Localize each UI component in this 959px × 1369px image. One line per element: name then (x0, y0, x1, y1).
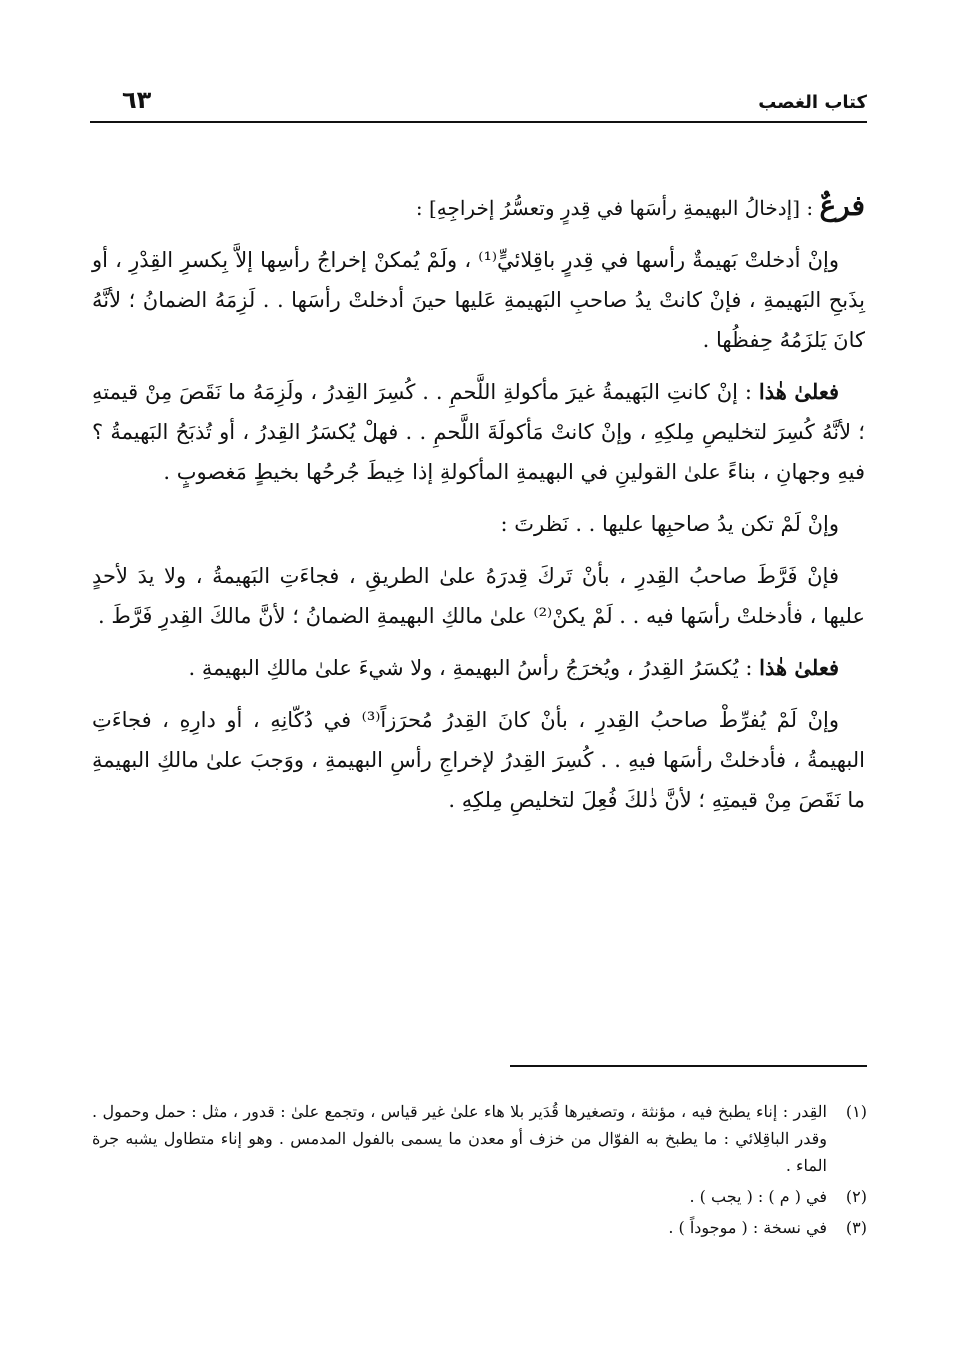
footnote (92, 1098, 867, 1179)
paragraph (92, 700, 865, 820)
footnote-text: في ( م ) : ( يجب ) . (689, 1187, 827, 1206)
header-rule (90, 121, 867, 123)
paragraph (92, 504, 865, 544)
section-heading (92, 186, 865, 228)
paragraph-text: وإنْ لَمْ يُفرِّطْ صاحبُ القِدرِ ، بأنْ كانَ القِدرُ مُحرَزاً⁽³⁾ في دُكّانِهِ ، أو دارِهِ ، فجاءَتِ البهيمةُ ، فأدخلتْ رأسَها فيهِ . . كُسِرَ القِدرُ لإخراجِ رأسِ البهيمةِ ، ووَجبَ علىٰ مالكِ البهيمةِ ما نَقَصَ مِنْ قيمتِهِ ؛ لأنَّ ذٰلكَ فُعِلَ لتخليصِ مِلكِهِ . (92, 708, 865, 812)
paragraph-lead: فعلىٰ هٰذا (758, 379, 839, 404)
paragraph (92, 240, 865, 360)
footnote-text: القِدر : إناء يطبخ فيه ، مؤنثة ، وتصغيرها قُدَير بلا هاء علىٰ غير قياس ، وتجمع علىٰ : قدور ، مثل : حمل وحمول . وقدر الباقِلائي : ما يطبخ به الفوّال من خزف أو معدن ما يسمى بالفول المدمس . وهو إناء متطاول يشبه جرة الماء . (92, 1102, 828, 1175)
paragraph-text: : يُكسَرُ القِدرُ ، ويُخرَجُ رأسُ البهيمةِ ، ولا شيءَ علىٰ مالكِ البهيمةِ . (188, 656, 760, 680)
paragraph-lead: فعلىٰ هٰذا (759, 655, 839, 680)
section-title: : [إدخالُ البهيمةِ رأسَها في قِدرٍ وتعسُّرُ إخراجِهِ] : (415, 196, 814, 220)
footnote-number: (٣) (845, 1218, 867, 1237)
page-number: ٦٣ (122, 86, 152, 114)
main-text (92, 186, 865, 832)
paragraph-text: وإنْ لَمْ تكن يدُ صاحبِها عليها . . نَظرتَ : (500, 512, 839, 536)
paragraph (92, 648, 865, 688)
paragraph (92, 556, 865, 636)
page-header (92, 84, 867, 122)
footnote (92, 1214, 867, 1241)
footnote-rule (510, 1065, 867, 1067)
paragraph-text: وإنْ أدخلتْ بَهيمةٌ رأسها في قِدرٍ باقِلائيٍّ⁽¹⁾ ، ولَمْ يُمكنْ إخراجُ رأسِها إلاَّ بِكسرِ القِدْرِ ، أو بِذَبحِ البَهيمةِ ، فإنْ كانتْ يدُ صاحبِ البَهيمةِ عَليها حينَ أدخلتْ رأسَها . . لَزِمَهُ الضمانُ ؛ لأنَّهُ كانَ يَلزَمُهُ حِفظُها . (92, 248, 865, 352)
footnotes (92, 1098, 867, 1245)
footnote-number: (٢) (845, 1187, 867, 1206)
footnote (92, 1183, 867, 1210)
footnote-text: في نسخة : ( موجوداً ) . (668, 1218, 827, 1237)
section-label: فرعٌ (819, 189, 865, 222)
paragraph-text: : إنْ كانتِ البَهيمةُ غيرَ مأكولةِ اللَّحمِ . . كُسِرَ القِدرُ ، ولَزِمَهُ ما نَقَصَ مِنْ قيمتهِ ؛ لأنَّهُ كُسِرَ لتخليصِ مِلكِهِ ، وإنْ كانتْ مَأكولَةَ اللَّحمِ . . فهلْ يُكسَرُ القِدرُ ، أو تُذبَحُ البَهيمةُ ؟ فيهِ وجهانِ ، بناءً علىٰ القولينِ في البهيمةِ المأكولةِ إذا خِيطَ جُرحُها بخيطٍ مَغصوبٍ . (92, 380, 865, 484)
paragraph-text: فإنْ فَرَّطَ صاحبُ القِدرِ ، بأنْ تَركَ قِدرَهُ علىٰ الطريقِ ، فجاءَتِ البَهيمةُ ، ولا يدَ لأحدٍ عليها ، فأدخلتْ رأسَها فيه . . لَمْ يكنْ⁽²⁾ علىٰ مالكِ البهيمةِ الضمانُ ؛ لأنَّ مالكَ القِدرِ فَرَّطَ . (92, 564, 865, 628)
footnote-number: (١) (845, 1102, 867, 1121)
running-title: كتاب الغصب (758, 92, 867, 113)
paragraph (92, 372, 865, 492)
